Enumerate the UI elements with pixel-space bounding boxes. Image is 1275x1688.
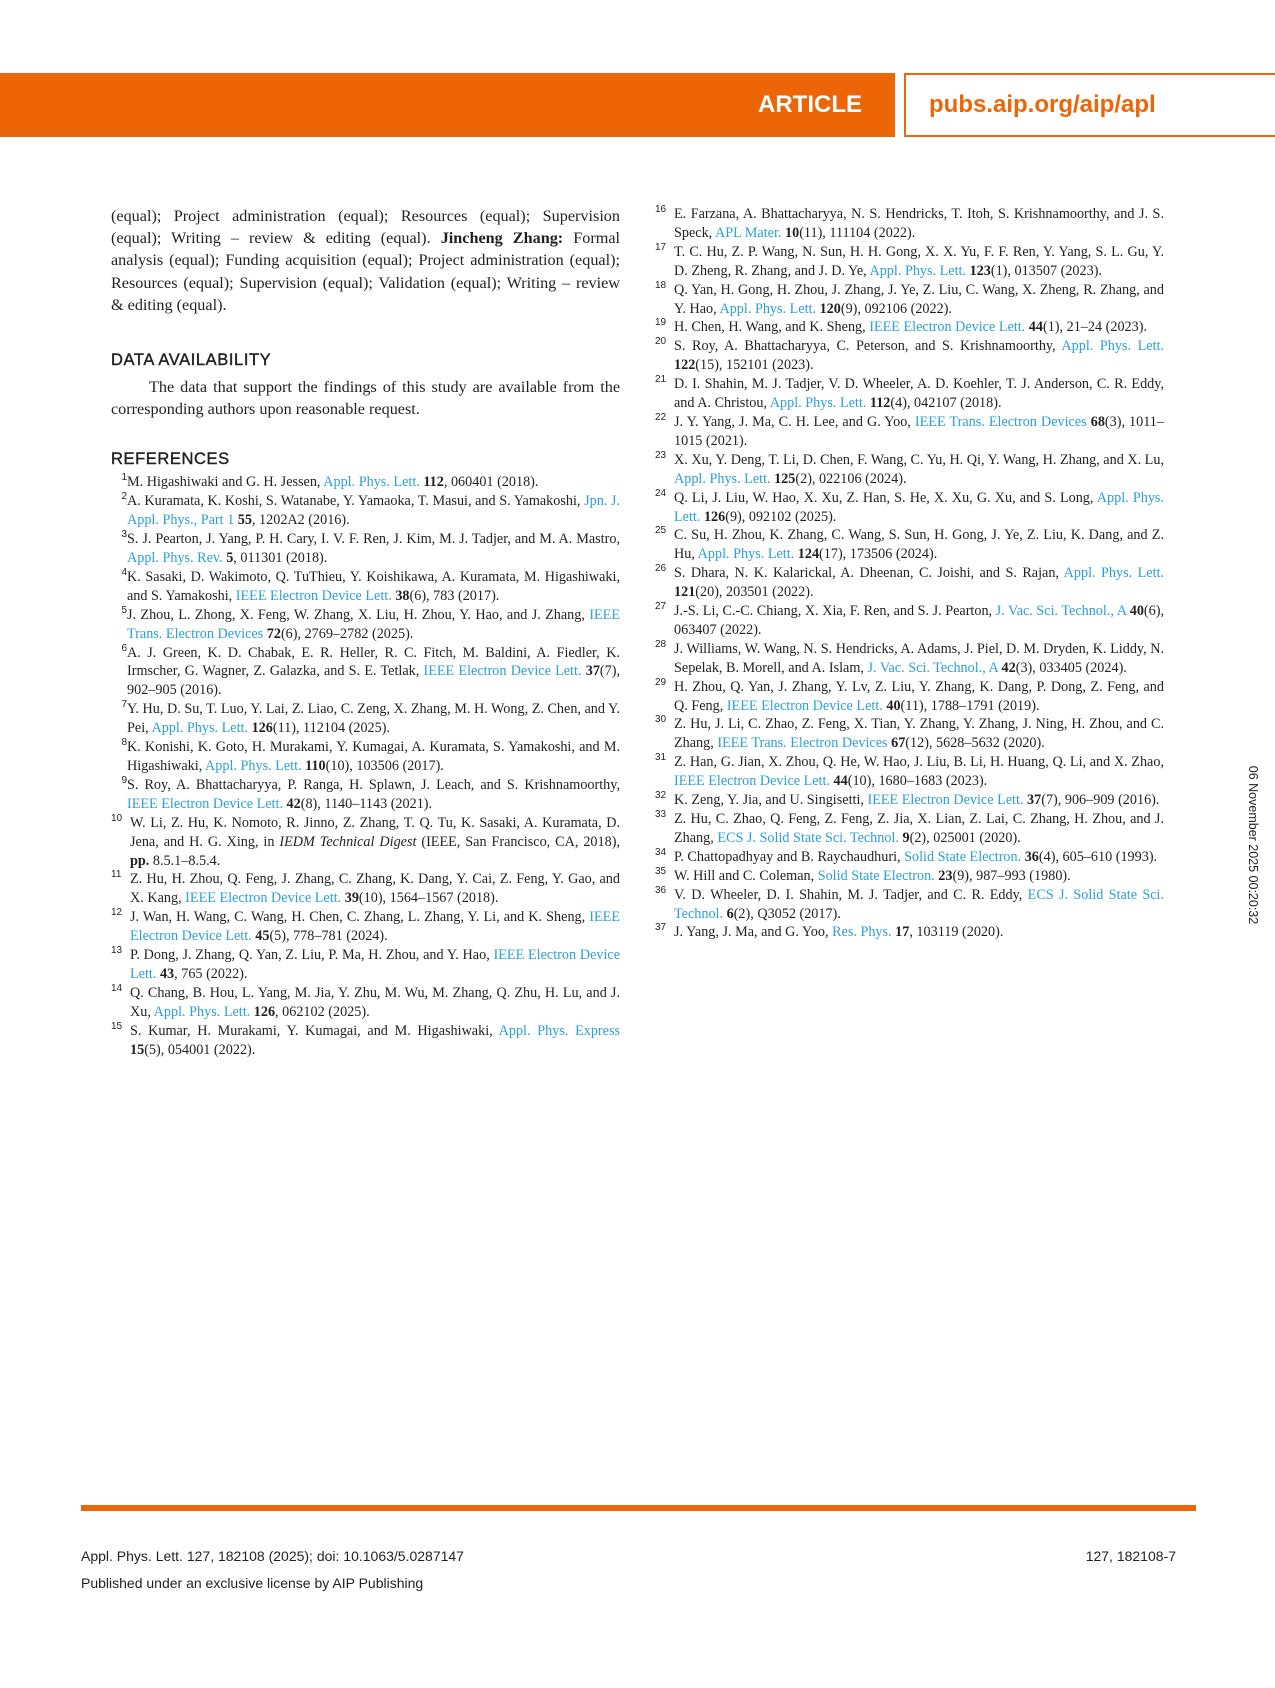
volume: 126 [253,1003,276,1020]
reference-text: (3), 1011–1015 (2021). [674,413,1164,449]
reference-item [655,451,1164,489]
journal-link[interactable]: Appl. Phys. Lett. [674,489,1164,525]
reference-number: 25 [655,525,667,537]
reference-item [111,644,620,701]
journal-link[interactable]: IEEE Electron Device Lett. [130,909,620,945]
volume: 10 [785,224,800,241]
reference-item [111,870,620,908]
reference-text: (20), 203501 (2022). [695,584,814,601]
reference-text: (7), 902–905 (2016). [127,663,620,699]
reference-number: 17 [655,241,667,253]
volume: 126 [251,720,273,737]
reference-number: 15 [111,1020,123,1032]
reference-text: , 060401 (2018). [443,474,539,491]
reference-text: H. Chen, H. Wang, and K. Sheng, [674,319,870,336]
volume: pp. [130,852,150,869]
reference-text: Z. Hu, H. Zhou, Q. Feng, J. Zhang, C. Zhang, K. Dang, Y. Cai, Z. Feng, Y. Gao, and X. Kang, [130,871,620,907]
reference-item [111,473,620,492]
reference-text: (15), 152101 (2023). [695,357,814,374]
reference-text: (10), 103506 (2017). [325,758,444,775]
journal-link[interactable]: IEEE Electron Device Lett. [726,697,883,714]
reference-text: J. Zhou, L. Zhong, X. Feng, W. Zhang, X. Liu, H. Zhou, Y. Hao, and J. Zhang, [127,606,590,623]
reference-text: A. J. Green, K. D. Chabak, E. R. Heller, R. C. Fitch, M. Baldini, A. Fiedler, K. Irmscher, G. Wagner, Z. Galazka, and S. E. Tetlak, [127,644,620,680]
reference-number: 6 [121,642,127,654]
journal-link[interactable]: Appl. Phys. Lett. [1061,338,1165,355]
reference-text: , 062102 (2025). [275,1003,370,1020]
reference-number: 16 [655,204,667,215]
volume: 68 [1090,413,1105,430]
reference-text: (IEEE, San Francisco, CA, 2018), [416,833,620,850]
reference-item [111,492,620,530]
volume: 37 [585,663,600,680]
reference-text: P. Dong, J. Zhang, Q. Yan, Z. Liu, P. Ma, H. Zhou, and Y. Hao, [130,947,494,964]
reference-text: , 1202A2 (2016). [251,512,350,529]
reference-text: (8), 1140–1143 (2021). [300,795,433,812]
volume: 112 [869,395,891,412]
reference-number: 21 [655,374,667,386]
reference-text: (5), 778–781 (2024). [269,928,388,945]
reference-item [655,281,1164,319]
journal-link[interactable]: Solid State Electron. [817,867,935,884]
reference-number: 27 [655,601,667,613]
reference-number: 30 [655,714,667,726]
reference-number: 9 [121,774,127,786]
reference-text: W. Hill and C. Coleman, [674,867,818,884]
volume: 122 [674,357,696,374]
volume: 44 [833,773,848,790]
reference-item [655,886,1164,924]
journal-link[interactable]: IEEE Electron Device Lett. [235,587,392,604]
reference-item [111,606,620,644]
reference-item [111,984,620,1022]
reference-text: (9), 092106 (2022). [840,300,952,317]
data-availability-text: The data that support the findings of this study are available from the corresponding authors upon reasonable request. [111,378,620,419]
reference-item [111,568,620,606]
reference-item [655,375,1164,413]
volume: 67 [891,735,906,752]
journal-link[interactable]: Appl. Phys. Lett. [674,470,771,487]
journal-link[interactable]: Appl. Phys. Lett. [1063,565,1164,582]
reference-text: C. Su, H. Zhou, K. Zhang, C. Wang, S. Sun, H. Gong, J. Ye, Z. Liu, K. Dang, and Z. Hu, [674,527,1164,563]
reference-text: (4), 605–610 (1993). [1038,848,1158,865]
reference-text: , 011301 (2018). [233,550,328,567]
volume: 123 [969,262,991,279]
reference-text: (1), 21–24 (2023). [1042,319,1147,336]
reference-number: 31 [655,752,667,764]
reference-text: M. Higashiwaki and G. H. Jessen, [127,474,324,491]
reference-number: 3 [121,529,127,541]
reference-text: (12), 5628–5632 (2020). [905,735,1045,752]
footer-rule [81,1505,1196,1511]
reference-number: 18 [655,279,667,291]
reference-text: Q. Li, J. Liu, W. Hao, X. Xu, Z. Han, S. He, X. Xu, G. Xu, and S. Long, [674,489,1097,506]
reference-text: (11), 111104 (2022). [799,224,916,241]
reference-text: J. Y. Yang, J. Ma, C. H. Lee, and G. Yoo, [674,413,915,430]
reference-item [111,814,620,871]
reference-item [655,848,1164,867]
reference-number: 26 [655,563,667,575]
reference-item [655,715,1164,753]
reference-list [655,205,1164,942]
contributions-text: Formal analysis (equal); Funding acquisition (equal); Project administration (equal); Resources (equal); Supervision (equal); Validation (equal); Writing – review & editing (equal). [111,229,620,314]
reference-number: 14 [111,982,123,994]
reference-text: (2), Q3052 (2017). [733,905,841,922]
volume: 40 [886,697,901,714]
reference-number: 22 [655,411,667,423]
reference-item [655,205,1164,243]
reference-text: Y. Hu, D. Su, T. Luo, Y. Lai, Z. Liao, C. Zeng, X. Zhang, M. H. Wong, Z. Chen, and Y. Pei, [127,701,620,737]
reference-number: 28 [655,638,667,650]
journal-link[interactable]: IEEE Electron Device Lett. [185,890,342,907]
reference-text: (2), 025001 (2020). [909,829,1021,846]
section-label: ARTICLE [758,91,862,118]
reference-text: J. Wan, H. Wang, C. Wang, H. Chen, C. Zhang, L. Zhang, Y. Li, and K. Sheng, [130,909,590,926]
journal-link[interactable]: IEEE Electron Device Lett. [674,773,830,790]
reference-item [655,243,1164,281]
reference-text: K. Zeng, Y. Jia, and U. Singisetti, [674,792,868,809]
volume: 39 [344,890,359,907]
reference-text: (6), 783 (2017). [409,587,500,604]
journal-link[interactable]: Appl. Phys. Lett. [719,300,817,317]
footer-page-number: 127, 182108-7 [1085,1548,1176,1564]
reference-text: J. Yang, J. Ma, and G. Yoo, [674,924,833,941]
reference-item [655,526,1164,564]
reference-text: Z. Han, G. Jian, X. Zhou, Q. He, W. Hao, J. Liu, B. Li, H. Huang, Q. Li, and X. Zhao, [674,754,1164,771]
reference-number: 7 [121,699,127,711]
journal-link[interactable]: IEEE Electron Device Lett. [423,663,582,680]
reference-text: S. Roy, A. Bhattacharyya, P. Ranga, H. Splawn, J. Leach, and S. Krishnamoorthy, [127,776,620,793]
volume: 6 [726,905,734,922]
author-contributions [111,205,620,316]
download-timestamp: 06 November 2025 00:20:32 [1246,765,1260,925]
reference-number: 11 [111,869,122,881]
journal-link[interactable]: ECS J. Solid State Sci. Technol. [674,886,1164,922]
reference-number: 32 [655,790,667,802]
reference-text: Q. Yan, H. Gong, H. Zhou, J. Zhang, J. Ye, Z. Liu, C. Wang, X. Zheng, R. Zhang, and Y. Hao, [674,281,1164,317]
volume: 125 [774,470,796,487]
volume: 9 [902,829,910,846]
right-column [655,205,1164,942]
reference-text: K. Konishi, K. Goto, H. Murakami, Y. Kumagai, A. Kuramata, S. Yamakoshi, and M. Higashiwaki, [127,739,620,775]
reference-item [655,753,1164,791]
reference-text: (11), 112104 (2025). [272,720,391,737]
reference-text: E. Farzana, A. Bhattacharyya, N. S. Hendricks, T. Itoh, S. Krishnamoorthy, and J. S. Speck, [674,206,1164,241]
reference-text: D. I. Shahin, M. J. Tadjer, V. D. Wheeler, A. D. Koehler, T. J. Anderson, C. R. Eddy, and A. Christou, [674,376,1164,412]
journal-link[interactable]: Appl. Phys. Lett. [769,395,867,412]
reference-number: 35 [655,865,667,877]
reference-text: Q. Chang, B. Hou, L. Yang, M. Jia, Y. Zhu, M. Wu, M. Zhang, Q. Zhu, H. Lu, and J. Xu, [130,984,620,1020]
journal-link[interactable]: IEEE Trans. Electron Devices [717,735,888,752]
reference-text: , 765 (2022). [174,965,248,982]
reference-text: (1), 013507 (2023). [990,262,1102,279]
volume: 43 [159,965,175,982]
reference-text: T. C. Hu, Z. P. Wang, N. Sun, H. H. Gong, X. X. Yu, F. F. Ren, Y. Yang, S. L. Gu, Y. D. Zheng, R. Zhang, and J. D. Ye, [674,243,1164,279]
reference-text: S. J. Pearton, J. Yang, P. H. Cary, I. V. F. Ren, J. Kim, M. J. Tadjer, and M. A. Mastro, [127,531,620,548]
reference-text: (6), 2769–2782 (2025). [280,625,414,642]
reference-item [655,867,1164,886]
reference-list [111,473,620,1059]
journal-link[interactable]: Appl. Phys. Express [498,1022,620,1039]
journal-link[interactable]: Appl. Phys. Lett. [869,262,967,279]
reference-text: X. Xu, Y. Deng, T. Li, D. Chen, F. Wang, C. Yu, H. Qi, Y. Wang, H. Zhang, and X. Lu, [674,451,1164,468]
reference-text: J.-S. Li, C.-C. Chiang, X. Xia, F. Ren, and S. J. Pearton, [674,603,996,620]
reference-item [655,564,1164,602]
reference-item [111,776,620,814]
contributor-name: Jincheng Zhang: [440,229,564,248]
volume: 110 [305,758,326,775]
volume: 124 [797,546,820,563]
footer-license: Published under an exclusive license by AIP Publishing [81,1575,424,1591]
journal-link[interactable]: IEEE Electron Device Lett. [127,795,283,812]
journal-link[interactable]: Appl. Phys. Lett. [153,1003,251,1020]
reference-text: H. Zhou, Q. Yan, J. Zhang, Y. Lv, Z. Liu, Y. Zhang, K. Dang, P. Dong, Z. Feng, and Q. Feng, [674,678,1164,714]
reference-item [111,946,620,984]
contributions-text: (equal); Project administration (equal); Resources (equal); Supervision (equal); Writing – review & editing (equal). [111,207,620,248]
volume: 126 [703,508,726,525]
reference-text: , 103119 (2020). [909,924,1004,941]
proceedings-title: IEDM Technical Digest [279,833,417,850]
reference-item [111,530,620,568]
volume: 72 [266,625,281,642]
volume: 17 [895,924,910,941]
reference-text: (10), 1564–1567 (2018). [358,890,499,907]
reference-number: 24 [655,487,667,499]
reference-item [111,908,620,946]
volume: 37 [1027,792,1042,809]
volume: 23 [938,867,953,884]
reference-item [655,318,1164,337]
reference-text: Z. Hu, J. Li, C. Zhao, Z. Feng, X. Tian, Y. Zhang, Y. Zhang, J. Ning, H. Zhou, and C. Zhang, [674,716,1164,752]
journal-link[interactable]: Jpn. J. Appl. Phys., Part 1 [127,493,621,529]
volume: 112 [423,474,444,491]
journal-link[interactable]: IEEE Trans. Electron Devices [914,413,1087,430]
journal-link[interactable]: Appl. Phys. Lett. [323,474,420,491]
reference-number: 34 [655,846,667,858]
journal-link[interactable]: Res. Phys. [832,924,892,941]
journal-url-link[interactable]: pubs.aip.org/aip/apl [929,91,1156,118]
reference-text: 8.5.1–8.5.4. [149,852,221,869]
reference-text: (5), 054001 (2022). [144,1041,256,1058]
reference-text: (4), 042107 (2018). [890,395,1002,412]
reference-text: (9), 987–993 (1980). [952,867,1071,884]
reference-item [655,489,1164,527]
journal-link[interactable]: Appl. Phys. Lett. [151,720,249,737]
volume: 5 [226,550,234,567]
reference-item [655,413,1164,451]
reference-item [111,1022,620,1060]
reference-text: (3), 033405 (2024). [1015,659,1127,676]
journal-link[interactable]: IEEE Electron Device Lett. [130,947,621,982]
reference-item [655,602,1164,640]
reference-text: S. Kumar, H. Murakami, Y. Kumagai, and M. Higashiwaki, [130,1022,499,1039]
reference-item [655,923,1164,942]
left-column [111,205,620,1060]
reference-number: 4 [121,566,127,578]
journal-link[interactable]: IEEE Electron Device Lett. [869,319,1026,336]
reference-text: A. Kuramata, K. Koshi, S. Watanabe, Y. Yamaoka, T. Masui, and S. Yamakoshi, [127,493,585,510]
journal-link[interactable]: IEEE Trans. Electron Devices [127,606,620,642]
volume: 15 [130,1041,145,1058]
reference-item [655,337,1164,375]
reference-text: (2), 022106 (2024). [795,470,907,487]
journal-link[interactable]: J. Vac. Sci. Technol., A [995,603,1127,620]
reference-number: 12 [111,907,123,919]
reference-number: 1 [121,472,127,484]
data-availability-heading: DATA AVAILABILITY [111,351,272,370]
reference-number: 36 [655,884,667,896]
volume: 38 [395,587,410,604]
reference-text: K. Sasaki, D. Wakimoto, Q. TuThieu, Y. Koishikawa, A. Kuramata, M. Higashiwaki, and S. Yamakoshi, [127,568,620,604]
reference-text: V. D. Wheeler, D. I. Shahin, M. J. Tadjer, and C. R. Eddy, [674,886,1028,903]
reference-text: P. Chattopadhyay and B. Raychaudhuri, [674,848,905,865]
reference-text: (6), 063407 (2022). [674,603,1165,638]
reference-number: 20 [655,336,667,348]
reference-number: 2 [121,491,127,503]
reference-text: S. Dhara, N. K. Kalarickal, A. Dheenan, C. Joishi, and S. Rajan, [674,565,1064,582]
volume: 45 [255,928,270,945]
reference-number: 5 [121,604,127,616]
reference-text: (10), 1680–1683 (2023). [847,773,988,790]
journal-link[interactable]: Appl. Phys. Lett. [697,546,795,563]
volume: 44 [1028,319,1043,336]
reference-number: 23 [655,449,667,461]
reference-item [655,640,1164,678]
journal-link[interactable]: APL Mater. [714,224,782,241]
reference-number: 19 [655,317,667,329]
journal-link[interactable]: Appl. Phys. Rev. [127,550,223,567]
reference-number: 29 [655,676,667,688]
journal-link[interactable]: Appl. Phys. Lett. [205,758,302,775]
reference-item [655,810,1164,848]
reference-item [111,738,620,776]
journal-link[interactable]: ECS J. Solid State Sci. Technol. [717,829,899,846]
reference-text: S. Roy, A. Bhattacharyya, C. Peterson, and S. Krishnamoorthy, [674,338,1062,355]
journal-link[interactable]: IEEE Electron Device Lett. [867,792,1024,809]
references-heading: REFERENCES [111,450,230,469]
volume: 55 [237,512,252,529]
reference-number: 10 [111,812,123,824]
journal-link[interactable]: Solid State Electron. [904,848,1022,865]
reference-text: J. Williams, W. Wang, N. S. Hendricks, A. Adams, J. Piel, D. M. Dryden, K. Liddy, N. Sepelak, B. Morell, and A. Islam, [674,640,1164,676]
footer-citation: Appl. Phys. Lett. 127, 182108 (2025); doi: 10.1063/5.0287147 [81,1548,464,1564]
reference-text: (9), 092102 (2025). [725,508,837,525]
reference-number: 33 [655,809,667,820]
reference-number: 8 [121,737,127,749]
volume: 42 [286,795,301,812]
reference-item [655,678,1164,716]
volume: 121 [674,584,696,601]
reference-item [655,791,1164,810]
volume: 120 [819,300,841,317]
reference-text: (7), 906–909 (2016). [1041,792,1160,809]
reference-text: (11), 1788–1791 (2019). [900,697,1040,714]
reference-text: Z. Hu, C. Zhao, Q. Feng, Z. Feng, Z. Jia, X. Lian, Z. Lai, C. Zhang, H. Zhou, and J. Zhang, [674,811,1164,846]
reference-text: (17), 173506 (2024). [819,546,938,563]
reference-number: 37 [655,922,667,934]
reference-number: 13 [111,945,123,957]
volume: 42 [1001,659,1016,676]
volume: 36 [1024,848,1039,865]
reference-item [111,700,620,738]
journal-link[interactable]: J. Vac. Sci. Technol., A [867,659,998,676]
volume: 40 [1129,603,1144,620]
reference-text: W. Li, Z. Hu, K. Nomoto, R. Jinno, Z. Zhang, T. Q. Tu, K. Sasaki, A. Kuramata, D. Jena, and H. G. Xing, in [130,814,620,850]
